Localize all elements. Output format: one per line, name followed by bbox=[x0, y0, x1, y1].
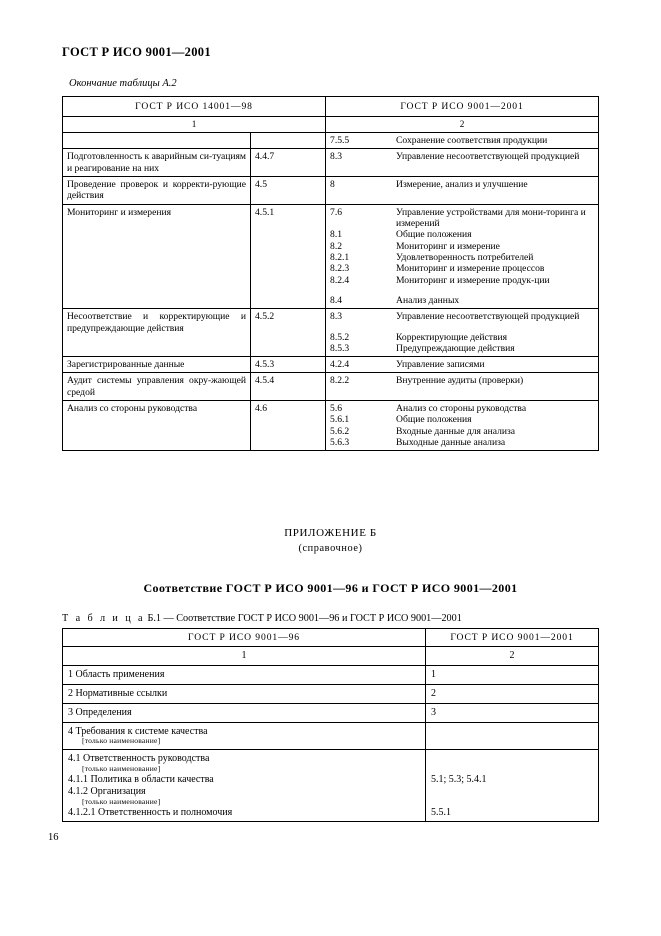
table-a2-header-left: ГОСТ Р ИСО 14001—98 bbox=[63, 97, 326, 117]
clause-mapping: 5.5.1 bbox=[431, 806, 451, 818]
table-b1-cell-left bbox=[63, 666, 426, 685]
table-a2-subrow bbox=[326, 343, 598, 354]
table-b1-cell-left bbox=[63, 722, 426, 750]
table-a2-cell-text: Подготовленность к аварийным си-туациям и реагирование на них bbox=[63, 149, 251, 177]
table-b1 bbox=[62, 628, 599, 822]
appendix-subtitle: (справочное) bbox=[298, 543, 363, 554]
clause-title: 2 Нормативные ссылки bbox=[68, 687, 168, 699]
table-b1-caption bbox=[62, 613, 462, 624]
table-a2-cell-right bbox=[326, 401, 599, 451]
clause-description: Внутренние аудиты (проверки) bbox=[396, 375, 524, 387]
table-a2-subrow bbox=[326, 375, 598, 386]
table-row bbox=[63, 204, 599, 309]
table-row bbox=[63, 750, 599, 822]
clause-description: Мониторинг и измерение bbox=[396, 240, 500, 252]
table-b1-data-rows bbox=[63, 666, 599, 822]
clause-code: 8.5.3 bbox=[330, 342, 350, 354]
table-b1-cell-right bbox=[426, 750, 599, 822]
table-a2-data-rows bbox=[63, 133, 599, 451]
table-a2-subrow bbox=[326, 229, 598, 240]
clause-description: Мониторинг и измерение процессов bbox=[396, 263, 545, 275]
table-a2-cell-text: Аудит системы управления окру-жающей средой bbox=[63, 373, 251, 401]
table-a2-colnum-row bbox=[63, 117, 599, 133]
clause-code: 8.3 bbox=[330, 311, 343, 323]
clause-description: Удовлетворенность потребителей bbox=[396, 251, 534, 263]
table-a2-subrow bbox=[326, 275, 598, 286]
table-a2-body bbox=[63, 97, 599, 133]
clause-description: Предупреждающие действия bbox=[396, 342, 515, 354]
table-a2-cell-code-left: 4.5.1 bbox=[251, 204, 326, 309]
table-b1-caption-text: Б.1 — Соответствие ГОСТ Р ИСО 9001—96 и ГОСТ Р ИСО 9001—2001 bbox=[147, 613, 462, 624]
table-b1-cell-right bbox=[426, 684, 599, 703]
table-b1-colnum-left: 1 bbox=[63, 647, 426, 666]
spacer bbox=[326, 323, 598, 332]
table-row bbox=[63, 177, 599, 205]
table-a2-cell-text: Несоответствие и корректирующие и предупреждающие действия bbox=[63, 309, 251, 357]
table-a2-subrow bbox=[326, 263, 598, 274]
table-b1-colnum-right: 2 bbox=[426, 647, 599, 666]
table-a2-cell-code-left bbox=[251, 133, 326, 149]
clause-title: 3 Определения bbox=[68, 706, 132, 718]
clause-mapping: 3 bbox=[431, 706, 436, 718]
clause-code: 4.2.4 bbox=[330, 359, 350, 371]
table-b1-caption-label: Т а б л и ц а bbox=[62, 613, 145, 624]
table-a2-caption: Окончание таблицы А.2 bbox=[69, 78, 177, 89]
clause-description: Управление устройствами для мони-торинга и измерений bbox=[396, 206, 586, 230]
clause-note: [только наименование] bbox=[82, 736, 161, 746]
clause-code: 8.4 bbox=[330, 294, 343, 306]
spacer bbox=[326, 286, 598, 295]
appendix-heading: Соответствие ГОСТ Р ИСО 9001—96 и ГОСТ Р ИСО 9001—2001 bbox=[143, 581, 518, 595]
clause-title: 4.1.2 Организация bbox=[68, 785, 146, 797]
clause-code: 8.2 bbox=[330, 240, 343, 252]
table-row bbox=[63, 722, 599, 750]
table-row bbox=[63, 666, 599, 685]
table-a2-cell-text bbox=[63, 133, 251, 149]
table-a2-subrow bbox=[326, 135, 598, 146]
table-b1-header-row bbox=[63, 629, 599, 647]
clause-code: 8.2.3 bbox=[330, 263, 350, 275]
table-a2-cell-code-left: 4.4.7 bbox=[251, 149, 326, 177]
clause-description: Мониторинг и измерение продук-ции bbox=[396, 274, 550, 286]
clause-note: [только наименование] bbox=[82, 796, 161, 806]
table-a2-subrow bbox=[326, 311, 598, 322]
clause-mapping: 2 bbox=[431, 687, 436, 699]
table-a2-cell-text: Мониторинг и измерения bbox=[63, 204, 251, 309]
clause-description: Измерение, анализ и улучшение bbox=[396, 179, 528, 191]
clause-title: 1 Область применения bbox=[68, 669, 165, 681]
clause-title: 4.1.1 Политика в области качества bbox=[68, 774, 214, 785]
table-a2-cell-right bbox=[326, 373, 599, 401]
table-b1-colnum-row bbox=[63, 647, 599, 666]
table-row bbox=[63, 149, 599, 177]
clause-code: 8.2.2 bbox=[330, 375, 350, 387]
table-b1-header-left: ГОСТ Р ИСО 9001—96 bbox=[63, 629, 426, 647]
table-b1-header-right: ГОСТ Р ИСО 9001—2001 bbox=[426, 629, 599, 647]
table-row bbox=[63, 684, 599, 703]
clause-mapping bbox=[431, 726, 593, 738]
clause-code: 8.1 bbox=[330, 229, 343, 241]
clause-note: [только наименование] bbox=[82, 764, 161, 774]
table-b1-cell-left bbox=[63, 684, 426, 703]
clause-code: 5.6.3 bbox=[330, 437, 350, 449]
table-a2-subrow bbox=[326, 403, 598, 414]
clause-code: 8.2.1 bbox=[330, 251, 350, 263]
table-a2-subrow bbox=[326, 332, 598, 343]
table-a2-cell-code-left: 4.5.2 bbox=[251, 309, 326, 357]
table-a2-cell-code-left: 4.6 bbox=[251, 401, 326, 451]
table-a2-cell-text: Проведение проверок и корректи-рующие действия bbox=[63, 177, 251, 205]
page-bottom-mask bbox=[0, 824, 661, 936]
table-a2-subrow bbox=[326, 426, 598, 437]
table-a2-cell-right bbox=[326, 309, 599, 357]
table-a2-subrow bbox=[326, 437, 598, 448]
table-a2-colnum-left: 1 bbox=[63, 117, 326, 133]
table-a2-subrow bbox=[326, 295, 598, 306]
table-a2-colnum-right: 2 bbox=[326, 117, 599, 133]
table-row bbox=[63, 703, 599, 722]
clause-mapping: 1 bbox=[431, 669, 436, 681]
clause-code: 7.5.5 bbox=[330, 135, 350, 147]
table-a2-cell-code-left: 4.5.4 bbox=[251, 373, 326, 401]
clause-code: 5.6.2 bbox=[330, 425, 350, 437]
clause-description: Выходные данные анализа bbox=[396, 437, 506, 449]
clause-description: Анализ со стороны руководства bbox=[396, 403, 527, 415]
table-row bbox=[63, 357, 599, 373]
clause-code: 5.6.1 bbox=[330, 414, 350, 426]
clause-mapping bbox=[431, 786, 593, 798]
clause-code: 5.6 bbox=[330, 403, 343, 415]
table-row bbox=[63, 401, 599, 451]
table-b1-cell-left bbox=[63, 750, 426, 822]
clause-title: 4 Требования к системе качества bbox=[68, 725, 208, 737]
clause-title: 4.1.2.1 Ответственность и полномочия bbox=[68, 806, 233, 818]
table-b1-cell-right bbox=[426, 666, 599, 685]
clause-description: Общие положения bbox=[396, 414, 472, 426]
clause-code: 7.6 bbox=[330, 206, 343, 218]
clause-code: 8.3 bbox=[330, 151, 343, 163]
table-a2-header-row bbox=[63, 97, 599, 117]
clause-description: Входные данные для анализа bbox=[396, 425, 516, 437]
table-a2-cell-right bbox=[326, 133, 599, 149]
table-a2-header-right: ГОСТ Р ИСО 9001—2001 bbox=[326, 97, 599, 117]
table-a2-subrow bbox=[326, 207, 598, 230]
table-a2-cell-text: Анализ со стороны руководства bbox=[63, 401, 251, 451]
table-row bbox=[63, 133, 599, 149]
table-a2-subrow bbox=[326, 179, 598, 190]
table-a2-cell-code-left: 4.5 bbox=[251, 177, 326, 205]
table-a2-subrow bbox=[326, 414, 598, 425]
table-a2-cell-right bbox=[326, 357, 599, 373]
table-b1-cell-left bbox=[63, 703, 426, 722]
clause-code: 8.5.2 bbox=[330, 331, 350, 343]
page-number: 16 bbox=[48, 832, 59, 843]
table-b1-body bbox=[63, 629, 599, 666]
clause-description: Анализ данных bbox=[396, 294, 460, 306]
table-a2-cell-right bbox=[326, 204, 599, 309]
table-a2-subrow bbox=[326, 241, 598, 252]
clause-code: 8 bbox=[330, 179, 335, 191]
clause-description: Управление несоответствующей продукцией bbox=[396, 151, 580, 163]
table-b1-cell-right bbox=[426, 722, 599, 750]
clause-description: Управление записями bbox=[396, 359, 485, 371]
clause-code: 8.2.4 bbox=[330, 274, 350, 286]
table-a2-subrow bbox=[326, 151, 598, 162]
clause-mapping bbox=[431, 753, 593, 765]
table-a2-cell-right bbox=[326, 177, 599, 205]
clause-description: Сохранение соответствия продукции bbox=[396, 135, 548, 147]
clause-mapping bbox=[431, 798, 593, 807]
table-a2-subrow bbox=[326, 359, 598, 370]
clause-mapping bbox=[431, 765, 593, 774]
appendix-title: ПРИЛОЖЕНИЕ Б bbox=[284, 527, 377, 539]
clause-description: Общие положения bbox=[396, 229, 472, 241]
table-a2-cell-code-left: 4.5.3 bbox=[251, 357, 326, 373]
clause-title: 4.1 Ответственность руководства bbox=[68, 753, 210, 765]
page-title: ГОСТ Р ИСО 9001—2001 bbox=[62, 45, 211, 59]
clause-description: Управление несоответствующей продукцией bbox=[396, 311, 580, 323]
clause-description: Корректирующие действия bbox=[396, 331, 508, 343]
table-b1-cell-right bbox=[426, 703, 599, 722]
table-a2-cell-text: Зарегистрированные данные bbox=[63, 357, 251, 373]
table-a2-subrow bbox=[326, 252, 598, 263]
table-row bbox=[63, 373, 599, 401]
table-a2-cell-right bbox=[326, 149, 599, 177]
table-row bbox=[63, 309, 599, 357]
clause-mapping: 5.1; 5.3; 5.4.1 bbox=[431, 774, 487, 785]
table-a2 bbox=[62, 96, 599, 451]
